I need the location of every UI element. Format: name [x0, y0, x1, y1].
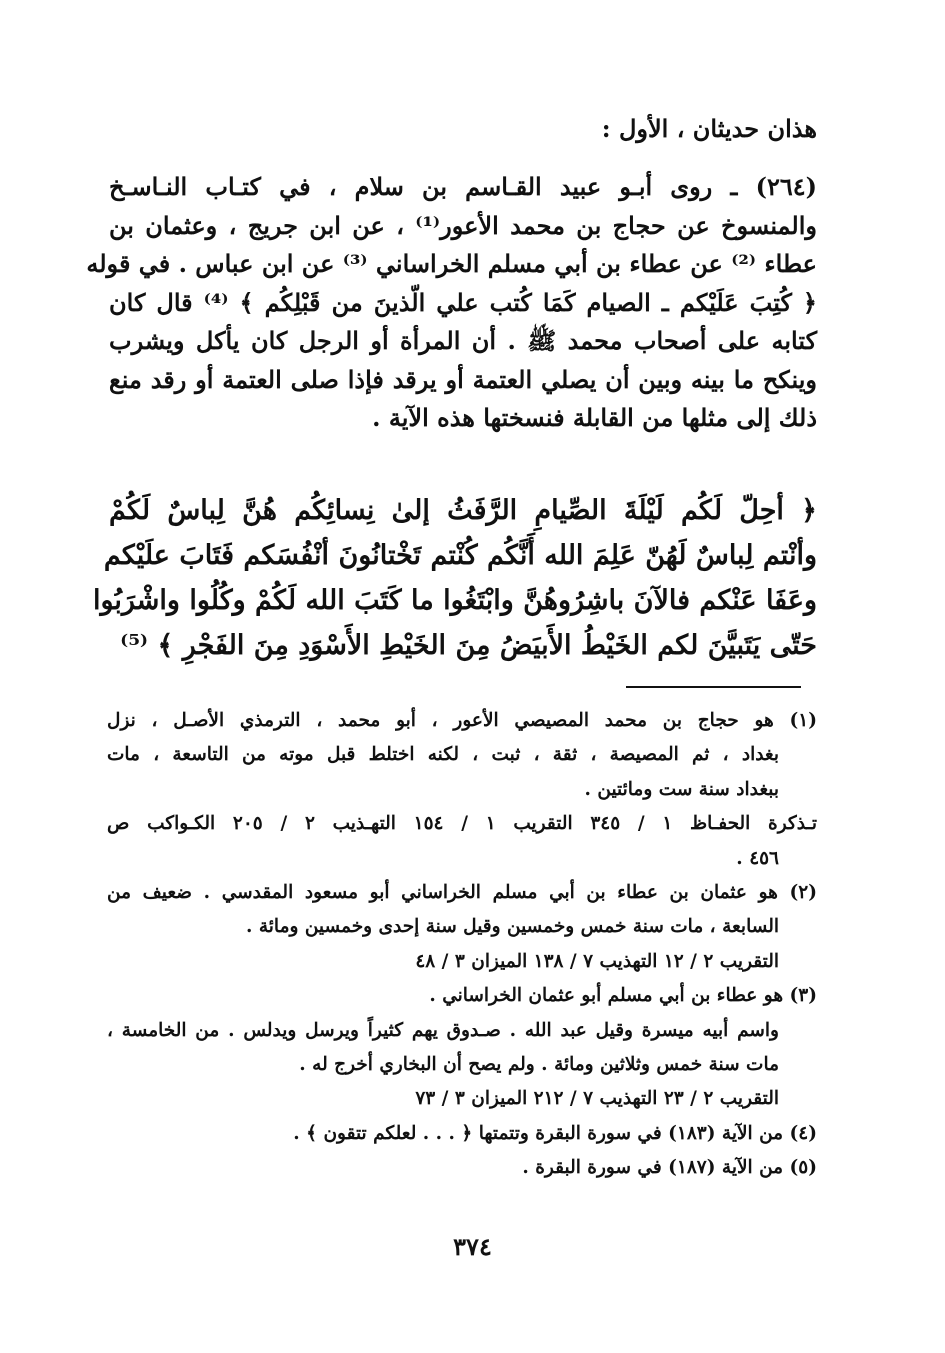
footnote-4: (٤) من الآية (١٨٣) في سورة البقرة وتتمتها ﴿ . . . لعلكم تتقون ﴾ . [293, 1122, 817, 1144]
hadith-line: وينكح ما بينه وبين أن يصلي العتمة أو يرقد فإذا صلى العتمة أو رقد منع [109, 364, 817, 394]
footnote-line: التقريب ٢ / ٢٣ التهذيب ٧ / ٢١٢ الميزان ٣ / ٧٣ [415, 1088, 779, 1110]
footnote-separator [626, 686, 801, 688]
footnote-3 [107, 979, 817, 1117]
section-intro: هذان حديثان ، الأول : [601, 114, 817, 143]
page-number: ٣٧٤ [453, 1232, 492, 1261]
hadith-line: (٢٦٤) ـ روى أبـو عبيد القـاسم بن سلام ، في كتـاب النـاسـخ [109, 172, 817, 201]
footnote-line: بغداد ، ثم المصيصة ، ثقة ، ثبت ، لكنه اختلط قبل موته من التاسعة ، مات [107, 744, 779, 766]
footnote-line: (٣) هو عطاء بن أبي مسلم أبو عثمان الخراساني . [429, 985, 817, 1007]
footnote-2 [107, 876, 817, 979]
verse-line: ﴿ أحِلّ لَكُم لَيْلَةَ الصِّيامِ الرَّفَثُ إلىٰ نِسائِكُم هُنَّ لِباسٌ لَكُمْ [109, 495, 817, 526]
footnote-5: (٥) من الآية (١٨٧) في سورة البقرة . [522, 1157, 817, 1179]
verse-line: وعَفَا عَنْكم فالآنَ باشِرُوهُنَّ وابْتَغُوا ما كَتَبَ الله لَكُمْ وكُلُوا واشْرَبُوا [92, 585, 817, 616]
footnote-line: تـذكرة الحفـاظ ١ / ٣٤٥ التقريب ١ / ١٥٤ التهـذيب ٢ / ٢٠٥ الكـواكب ص [107, 813, 817, 835]
footnote-line: (١) هو حجاج بن محمد المصيصي الأعور ، أبو محمد ، الترمذي الأصـل ، نزل [107, 710, 817, 731]
footnotes [107, 704, 817, 1185]
hadith-line: والمنسوخ عن حجاج بن محمد الأعور⁽¹⁾ ، عن ابن جريج ، وعثمان بن [109, 210, 817, 240]
hadith-line: عطاء ⁽²⁾ عن عطاء بن أبي مسلم الخراساني ⁽³⁾ عن ابن عباس . في قوله [86, 249, 817, 278]
footnote-line: ببغداد سنة ست ومائتين . [584, 778, 779, 800]
footnote-line: (٢) هو عثمان بن عطاء بن أبي مسلم الخراساني أبو مسعود المقدسي . ضعيف من [107, 881, 817, 903]
hadith-line: ﴿ كُتِبَ عَلَيْكم ـ الصيام كَمَا كُتب علي الّذينَ من قَبْلِكُم ﴾ ⁽⁴⁾ قال كان [109, 287, 817, 317]
footnote-line: السابعة ، مات سنة خمس وخمسين وقيل سنة إحدى وخمسين ومائة . [245, 916, 779, 938]
footnote-line: مات سنة خمس وثلاثين ومائة . ولم يصح أن البخاري أخرج له . [299, 1053, 779, 1075]
footnote-line: التقريب ٢ / ١٢ التهذيب ٧ / ١٣٨ الميزان ٣ / ٤٨ [415, 950, 779, 972]
verse-line: حَتّى يَتَبيَّنَ لكم الخَيْطُ الأَبيَضُ مِنَ الخَيْطِ الأَسْوَدِ مِنَ الفَجْرِ ﴾ ⁽⁵⁾ [120, 630, 817, 661]
verse-line: وأنْتم لِباسٌ لَهُنّ عَلِمَ الله أَنَّكُم كُنْتم تَخْتانُونَ أنْفُسَكم فَتَابَ علَيْكم [103, 540, 817, 571]
hadith-paragraph [86, 168, 817, 438]
quran-verse [92, 488, 817, 668]
footnote-line: ٤٥٦ . [736, 847, 779, 869]
hadith-line: ذلك إلى مثلها من القابلة فنسختها هذه الآية . [372, 403, 817, 432]
footnote-1 [107, 704, 817, 876]
hadith-line: كتابه على أصحاب محمد ﷺ . أن المرأة أو الرجل كان يأكل ويشرب [109, 326, 817, 355]
footnote-line: واسم أبيه ميسرة وقيل عبد الله . صـدوق يهم كثيراً ويرسل ويدلس . من الخامسة ، [107, 1019, 779, 1041]
